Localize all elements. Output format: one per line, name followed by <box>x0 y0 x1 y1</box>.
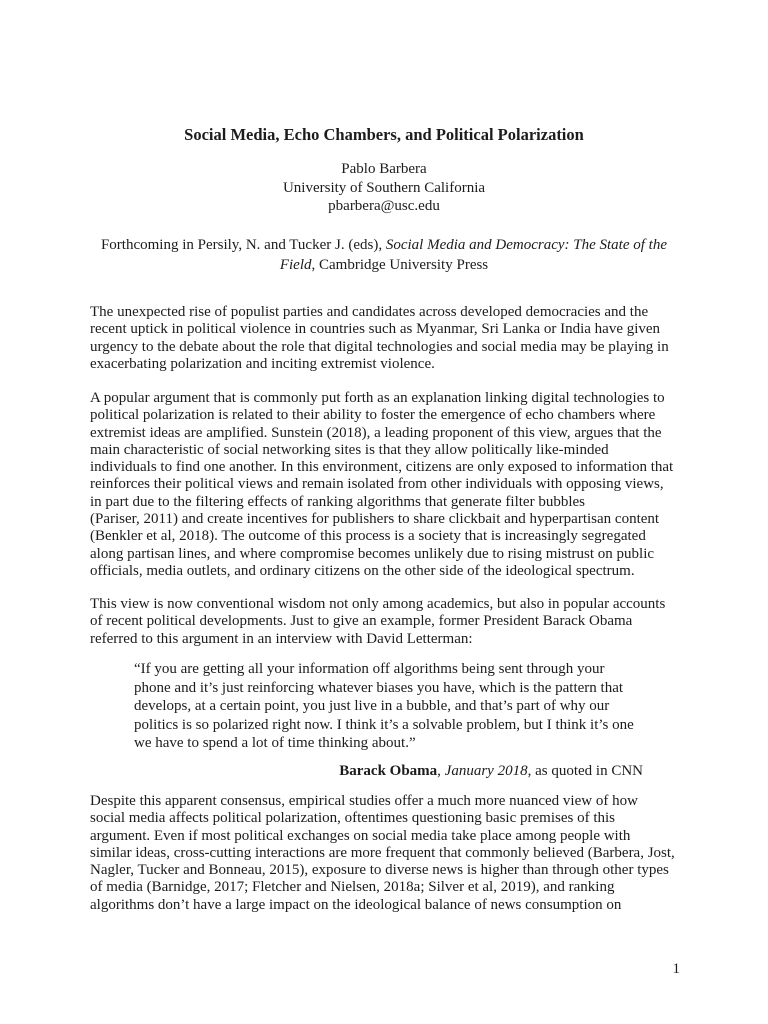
text-line: extremist ideas are amplified. Sunstein (2018), a leading proponent of this view, argues that the <box>90 424 662 441</box>
author-block <box>0 160 768 216</box>
text-line: urgency to the debate about the role that digital technologies and social media may be playing in <box>90 338 669 355</box>
text-line: exacerbating polarization and inciting extremist violence. <box>90 355 435 372</box>
body-paragraph <box>90 390 680 580</box>
text-line: political polarization is related to their ability to foster the emergence of echo chambers where <box>90 407 656 424</box>
attribution-name: Barack Obama <box>339 763 438 779</box>
quote-attribution <box>339 762 643 780</box>
text-line: main characteristic of social networking sites is that they allow politically like-minded <box>90 441 609 458</box>
text-line: A popular argument that is commonly put forth as an explanation linking digital technologies to <box>90 390 665 406</box>
text-line: of recent political developments. Just to give an example, former President Barack Obama <box>90 613 633 630</box>
text-line: social media affects political polarization, oftentimes questioning basic premises of this <box>90 810 615 827</box>
text-line: in part due to the filtering effects of ranking algorithms that generate filter bubbles <box>90 493 585 510</box>
page-number: 1 <box>672 961 680 977</box>
text-line: argument. Even if most political exchanges on social media take place among people with <box>90 827 631 844</box>
publication-note-suffix: , Cambridge University Press <box>311 256 489 273</box>
publication-note <box>92 236 676 275</box>
quote-line: develops, at a certain point, you just live in a bubble, and that’s part of why our <box>134 698 610 714</box>
quote-line: we have to spend a lot of time thinking about.” <box>134 735 416 751</box>
text-line: individuals to find one another. In this environment, citizens are only exposed to information that <box>90 459 674 476</box>
text-line: (Benkler et al, 2018). The outcome of this process is a society that is increasingly segregated <box>90 528 646 545</box>
text-line: of media (Barnidge, 2017; Fletcher and Nielsen, 2018a; Silver et al, 2019), and ranking <box>90 879 615 896</box>
attribution-source: , as quoted in CNN <box>527 763 643 779</box>
text-line: along partisan lines, and where compromise becomes unlikely due to rising mistrust on public <box>90 545 655 562</box>
text-line: (Pariser, 2011) and create incentives for publishers to share clickbait and hyperpartisan content <box>90 511 660 528</box>
attribution-separator: , <box>437 763 445 779</box>
text-line: similar ideas, cross-cutting interactions are more frequent that commonly believed (Barbera, Jost, <box>90 844 675 861</box>
body-paragraph <box>90 793 680 914</box>
text-line: Despite this apparent consensus, empirical studies offer a much more nuanced view of how <box>90 793 638 809</box>
quote-line: phone and it’s just reinforcing whatever biases you have, which is the pattern that <box>134 679 624 696</box>
text-line: algorithms don’t have a large impact on the ideological balance of news consumption on <box>90 896 622 913</box>
publication-note-prefix: Forthcoming in Persily, N. and Tucker J. (eds), <box>100 237 386 253</box>
block-quote <box>134 660 674 753</box>
author-affiliation: University of Southern California <box>282 179 486 196</box>
text-line: recent uptick in political violence in countries such as Myanmar, Sri Lanka or India have given <box>90 321 661 338</box>
text-line: reinforces their political views and remain isolated from other individuals with opposing views, <box>90 476 664 493</box>
text-line: The unexpected rise of populist parties and candidates across developed democracies and the <box>90 304 649 320</box>
book-title-line1: Social Media and Democracy: The State of the <box>385 237 668 253</box>
book-title-line2: Field <box>279 256 312 273</box>
paper-title: Social Media, Echo Chambers, and Political Polarization <box>184 125 584 144</box>
text-line: This view is now conventional wisdom not only among academics, but also in popular accounts <box>90 596 666 612</box>
text-line: officials, media outlets, and ordinary citizens on the other side of the ideological spectrum. <box>90 562 635 579</box>
quote-line: “If you are getting all your information off algorithms being sent through your <box>134 661 605 677</box>
body-paragraph <box>90 596 680 648</box>
body-paragraph <box>90 304 680 373</box>
quote-line: politics is so polarized right now. I think it’s a solvable problem, but I think it’s one <box>134 716 634 733</box>
text-line: referred to this argument in an interview with David Letterman: <box>90 630 473 647</box>
attribution-date: January 2018 <box>444 763 528 779</box>
author-email: pbarbera@usc.edu <box>328 198 440 214</box>
author-name: Pablo Barbera <box>341 161 427 177</box>
text-line: Nagler, Tucker and Bonneau, 2015), exposure to diverse news is higher than through other types <box>90 862 669 879</box>
